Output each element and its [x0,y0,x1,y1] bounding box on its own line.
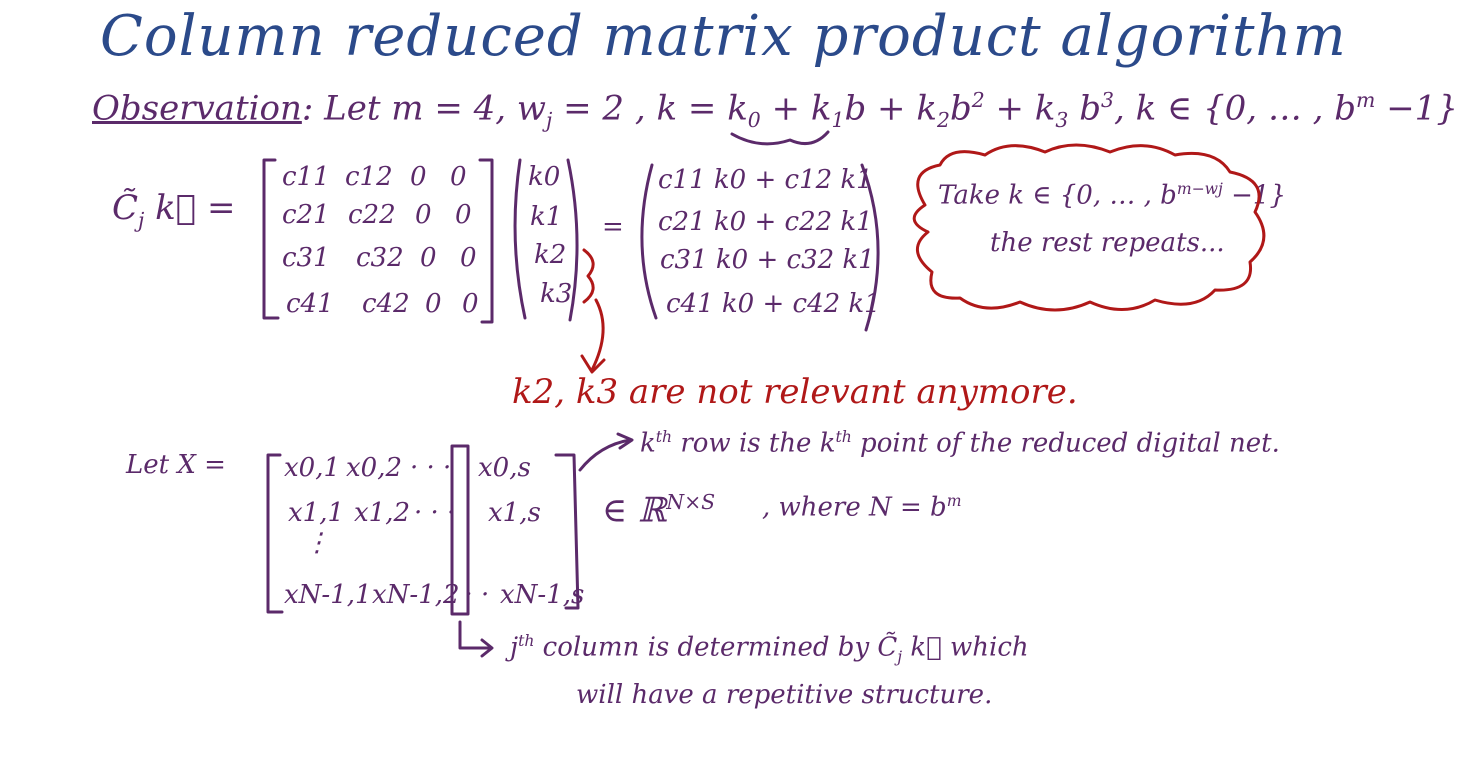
matrix-x-cell: · · · [414,498,456,528]
c-tilde-sub: j [138,207,145,232]
b3-term: b [1068,88,1101,129]
matrix-c-cell: c31 [282,243,330,273]
matrix-x-cell: xN-1,2 [372,580,460,610]
matrix-c-right-bracket [480,160,492,322]
row-annotation-sup-a: th [655,428,673,446]
matrix-x-cell: · · · [410,453,452,483]
row-annotation-arrowhead [618,434,632,448]
column-hook-arrow [460,622,490,648]
result-row: c21 k0 + c22 k1 [658,207,873,237]
col-annotation-sup: th [518,632,535,650]
k2-term: b + k [844,88,937,129]
callout-sup: m−wj [1176,180,1223,198]
k3-sub: 3 [1055,108,1069,133]
w-subscript: j [546,108,553,133]
col-annotation-b: column is determined by C̃ [534,632,898,663]
matrix-c-left-bracket [264,160,278,318]
observation-line [92,88,1458,132]
b3-sup: 3 [1100,88,1114,112]
matrix-c-cell: c41 [286,289,334,319]
result-row: c31 k0 + c32 k1 [660,245,875,275]
k2-sub: 2 [936,108,950,133]
k3-term: + k [984,88,1056,129]
k2k3-arrowhead [582,356,604,372]
column-hook-arrowhead [482,640,492,656]
k-set-end: −1} [1375,88,1458,129]
matrix-c-cell: c11 [282,162,330,192]
matrix-x-cell: x0,1 [284,453,341,483]
k-set-sup: m [1356,88,1376,112]
row-annotation-sup-b: th [835,428,852,446]
callout-line-1 [938,180,1286,211]
matrix-x-cell: x1,2 [354,498,411,528]
matrix-c-cell: 0 [450,162,467,192]
k2k3-brace [584,250,593,302]
page-title: Column reduced matrix product algorithm [100,4,1347,69]
result-row: c11 k0 + c12 k1 [658,165,873,195]
result-left-paren [642,165,656,318]
matrix-x-cell: xN-1,1 [284,580,372,610]
col-annotation-sub: j [897,647,903,666]
row-annotation-c: point of the reduced digital net. [851,428,1280,459]
k0-sub: 0 [747,108,761,133]
where-sup: m [946,492,962,510]
matrix-x-cell: xN-1,s [500,580,585,610]
observation-mid: = 2 , k = k [552,88,748,129]
membership [602,490,715,530]
callout-text: Take k ∈ {0, … , b [938,180,1177,211]
matrix-x-cell: x0,2 [346,453,403,483]
matrix-c-cell: 0 [462,289,479,319]
where-text: , where N = b [762,492,947,523]
column-annotation-line-2: will have a repetitive structure. [576,680,993,710]
matrix-c-cell: 0 [415,200,432,230]
row-annotation-a: k [640,428,656,459]
k2k3-arrow [592,300,603,370]
matrix-c-cell: 0 [425,289,442,319]
row-annotation [640,428,1280,459]
column-annotation-line-1 [510,632,1029,666]
matrix-c-cell: 0 [455,200,472,230]
where-clause [762,492,962,523]
matrix-x-cell: x0,s [478,453,531,483]
observation-statement: Let m = 4, w [324,88,546,129]
vector-k-cell: k2 [534,240,567,270]
matrix-c-cell: c12 [345,162,393,192]
b2-term: b [949,88,972,129]
matrix-x-cell: x1,s [488,498,541,528]
vector-k-cell: k1 [530,202,563,232]
matrix-c-cell: 0 [410,162,427,192]
vector-k-left-paren [515,160,525,318]
result-row: c41 k0 + c42 k1 [666,289,881,319]
k1-sub: 1 [831,108,845,133]
observation-label: Observation [92,88,302,129]
membership-real: ∈ ℝ [602,490,667,531]
matrix-x-vdots: ⋮ [304,528,330,558]
row-annotation-b: row is the k [672,428,836,459]
vector-k-cell: k0 [528,162,561,192]
vector-k-cell: k3 [540,279,573,309]
row-annotation-arrow [580,440,630,470]
col-annotation-c: k⃗ which [902,632,1029,663]
matrix-c-cell: 0 [420,243,437,273]
matrix-x-cell: · · · [448,580,490,610]
k-set: , k ∈ {0, … , b [1113,88,1357,129]
b2-sup: 2 [971,88,985,112]
callout-end: −1} [1222,180,1286,211]
matrix-c-cell: c42 [362,289,410,319]
observation-colon: : [301,88,314,129]
k-underline-brace [732,132,828,144]
matrix-c-cell: c32 [356,243,404,273]
membership-sup: N×S [666,490,716,514]
matrix-c-cell: 0 [460,243,477,273]
let-x-prefix: Let X = [126,450,226,480]
matrix-c-cell: c22 [348,200,396,230]
matrix-x-left-bracket [268,455,282,612]
callout-line-2: the rest repeats... [990,228,1225,258]
col-annotation-a: j [510,632,519,663]
equals-sign: = [602,212,624,242]
k-vector-equals: k⃗ = [144,188,236,228]
matrix-c-cell: c21 [282,200,330,230]
note-irrelevant: k2, k3 are not relevant anymore. [512,372,1078,412]
equation-lhs [112,188,235,232]
k1-term: + k [760,88,832,129]
matrix-x-cell: x1,1 [288,498,345,528]
c-tilde: C̃ [112,188,139,228]
